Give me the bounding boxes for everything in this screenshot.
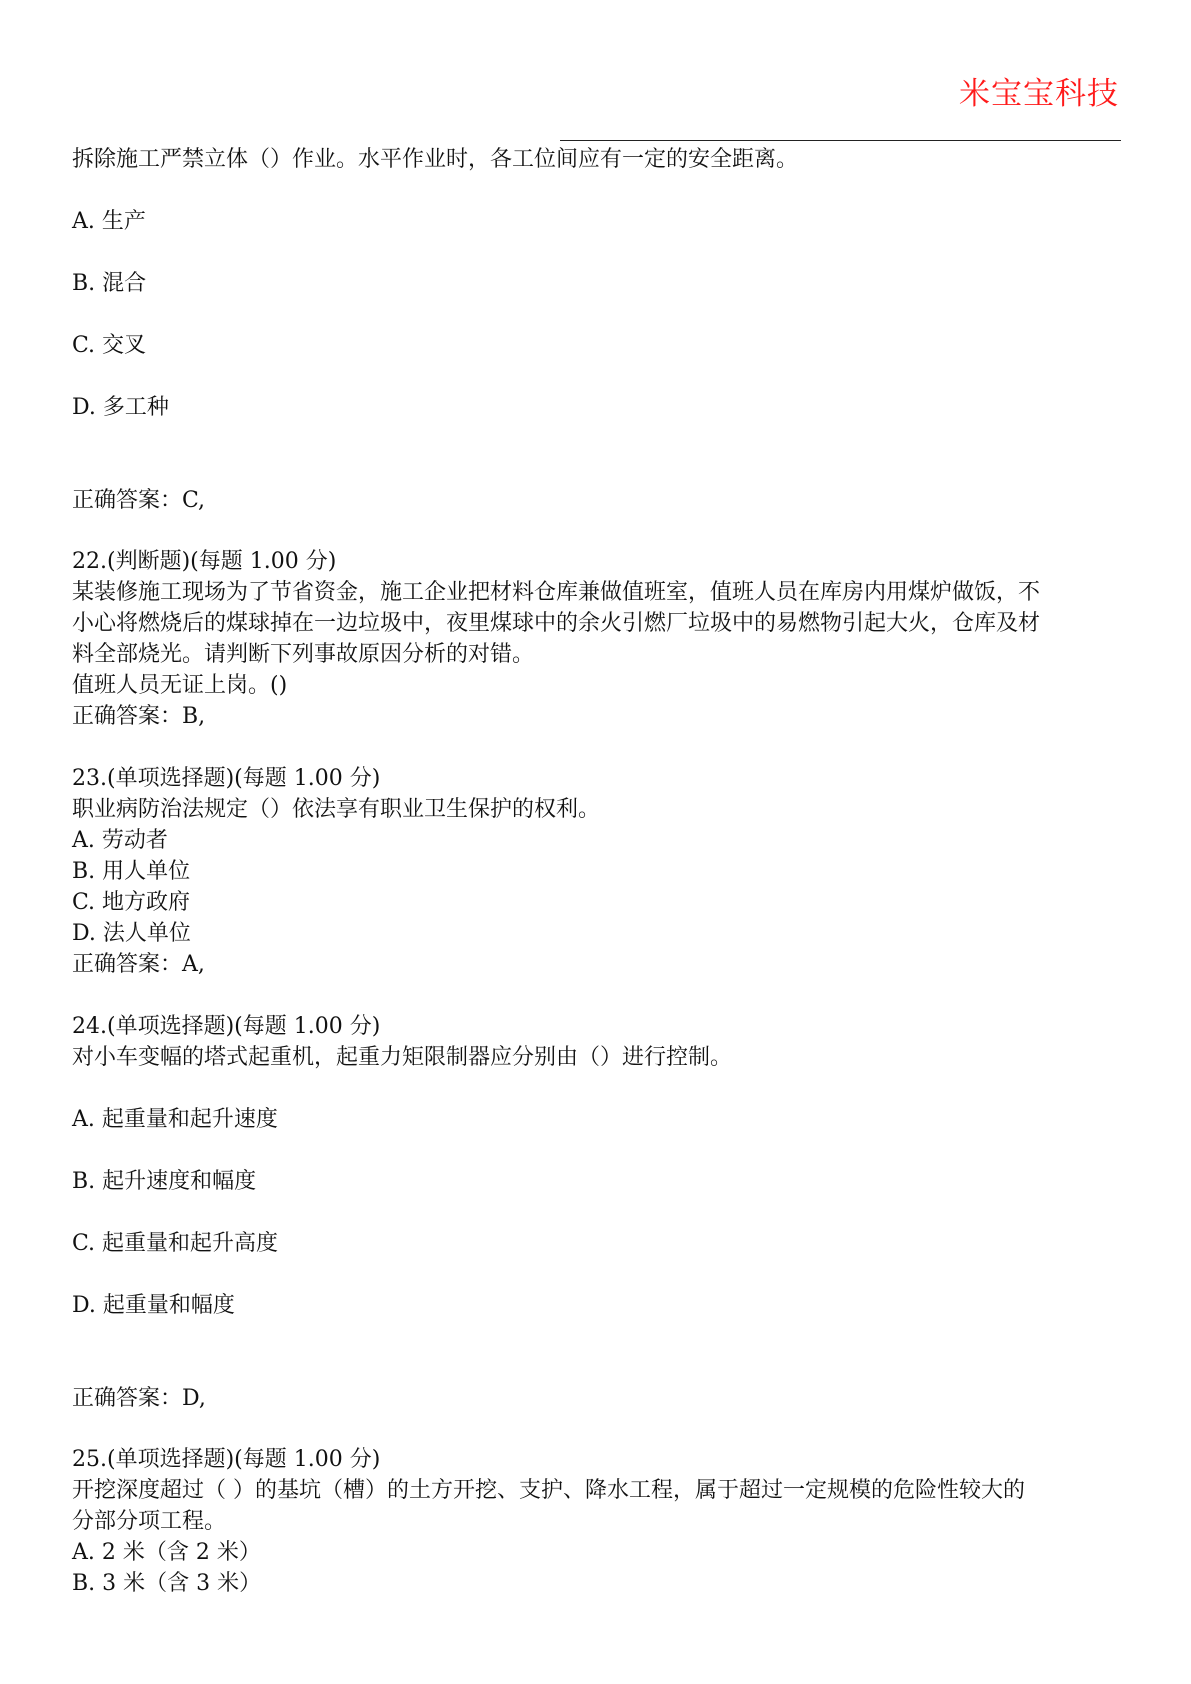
option-b: B. 3 米（含 3 米） bbox=[72, 1571, 262, 1596]
question-title: 24.(单项选择题)(每题 1.00 分) bbox=[72, 1014, 381, 1039]
correct-answer: 正确答案：B, bbox=[72, 704, 206, 729]
option-d: D. 起重量和幅度 bbox=[72, 1293, 235, 1318]
question-stem-line: 某装修施工现场为了节省资金，施工企业把材料仓库兼做值班室，值班人员在库房内用煤炉做饭，不 bbox=[72, 580, 1041, 605]
header-divider bbox=[560, 140, 1121, 141]
question-statement: 值班人员无证上岗。() bbox=[72, 673, 288, 698]
option-a: A. 起重量和起升速度 bbox=[72, 1107, 278, 1132]
option-a: A. 2 米（含 2 米） bbox=[72, 1540, 261, 1565]
question-stem: 职业病防治法规定（）依法享有职业卫生保护的权利。 bbox=[72, 797, 601, 822]
option-c: C. 交叉 bbox=[72, 333, 147, 358]
brand-logo-text: 米宝宝科技 bbox=[959, 76, 1119, 112]
option-d: D. 多工种 bbox=[72, 395, 169, 420]
option-b: B. 起升速度和幅度 bbox=[72, 1169, 257, 1194]
correct-answer: 正确答案：C, bbox=[72, 488, 206, 513]
correct-answer: 正确答案：A, bbox=[72, 952, 205, 977]
question-stem-line: 开挖深度超过（ ）的基坑（槽）的土方开挖、支护、降水工程，属于超过一定规模的危险性较大的 bbox=[72, 1478, 1025, 1503]
option-b: B. 混合 bbox=[72, 271, 147, 296]
question-title: 25.(单项选择题)(每题 1.00 分) bbox=[72, 1447, 381, 1472]
correct-answer: 正确答案：D, bbox=[72, 1386, 206, 1411]
option-d: D. 法人单位 bbox=[72, 921, 191, 946]
question-stem: 对小车变幅的塔式起重机，起重力矩限制器应分别由（）进行控制。 bbox=[72, 1045, 733, 1070]
question-stem-line: 分部分项工程。 bbox=[72, 1509, 227, 1534]
option-b: B. 用人单位 bbox=[72, 859, 191, 884]
option-a: A. 劳动者 bbox=[72, 828, 168, 853]
question-title: 23.(单项选择题)(每题 1.00 分) bbox=[72, 766, 381, 791]
question-stem-line: 料全部烧光。请判断下列事故原因分析的对错。 bbox=[72, 642, 535, 667]
question-title: 22.(判断题)(每题 1.00 分) bbox=[72, 549, 337, 574]
question-stem-line: 小心将燃烧后的煤球掉在一边垃圾中，夜里煤球中的余火引燃厂垃圾中的易燃物引起大火，仓库及材 bbox=[72, 611, 1041, 636]
option-a: A. 生产 bbox=[72, 209, 146, 234]
option-c: C. 地方政府 bbox=[72, 890, 191, 915]
question-stem: 拆除施工严禁立体（）作业。水平作业时，各工位间应有一定的安全距离。 bbox=[72, 147, 799, 172]
option-c: C. 起重量和起升高度 bbox=[72, 1231, 279, 1256]
